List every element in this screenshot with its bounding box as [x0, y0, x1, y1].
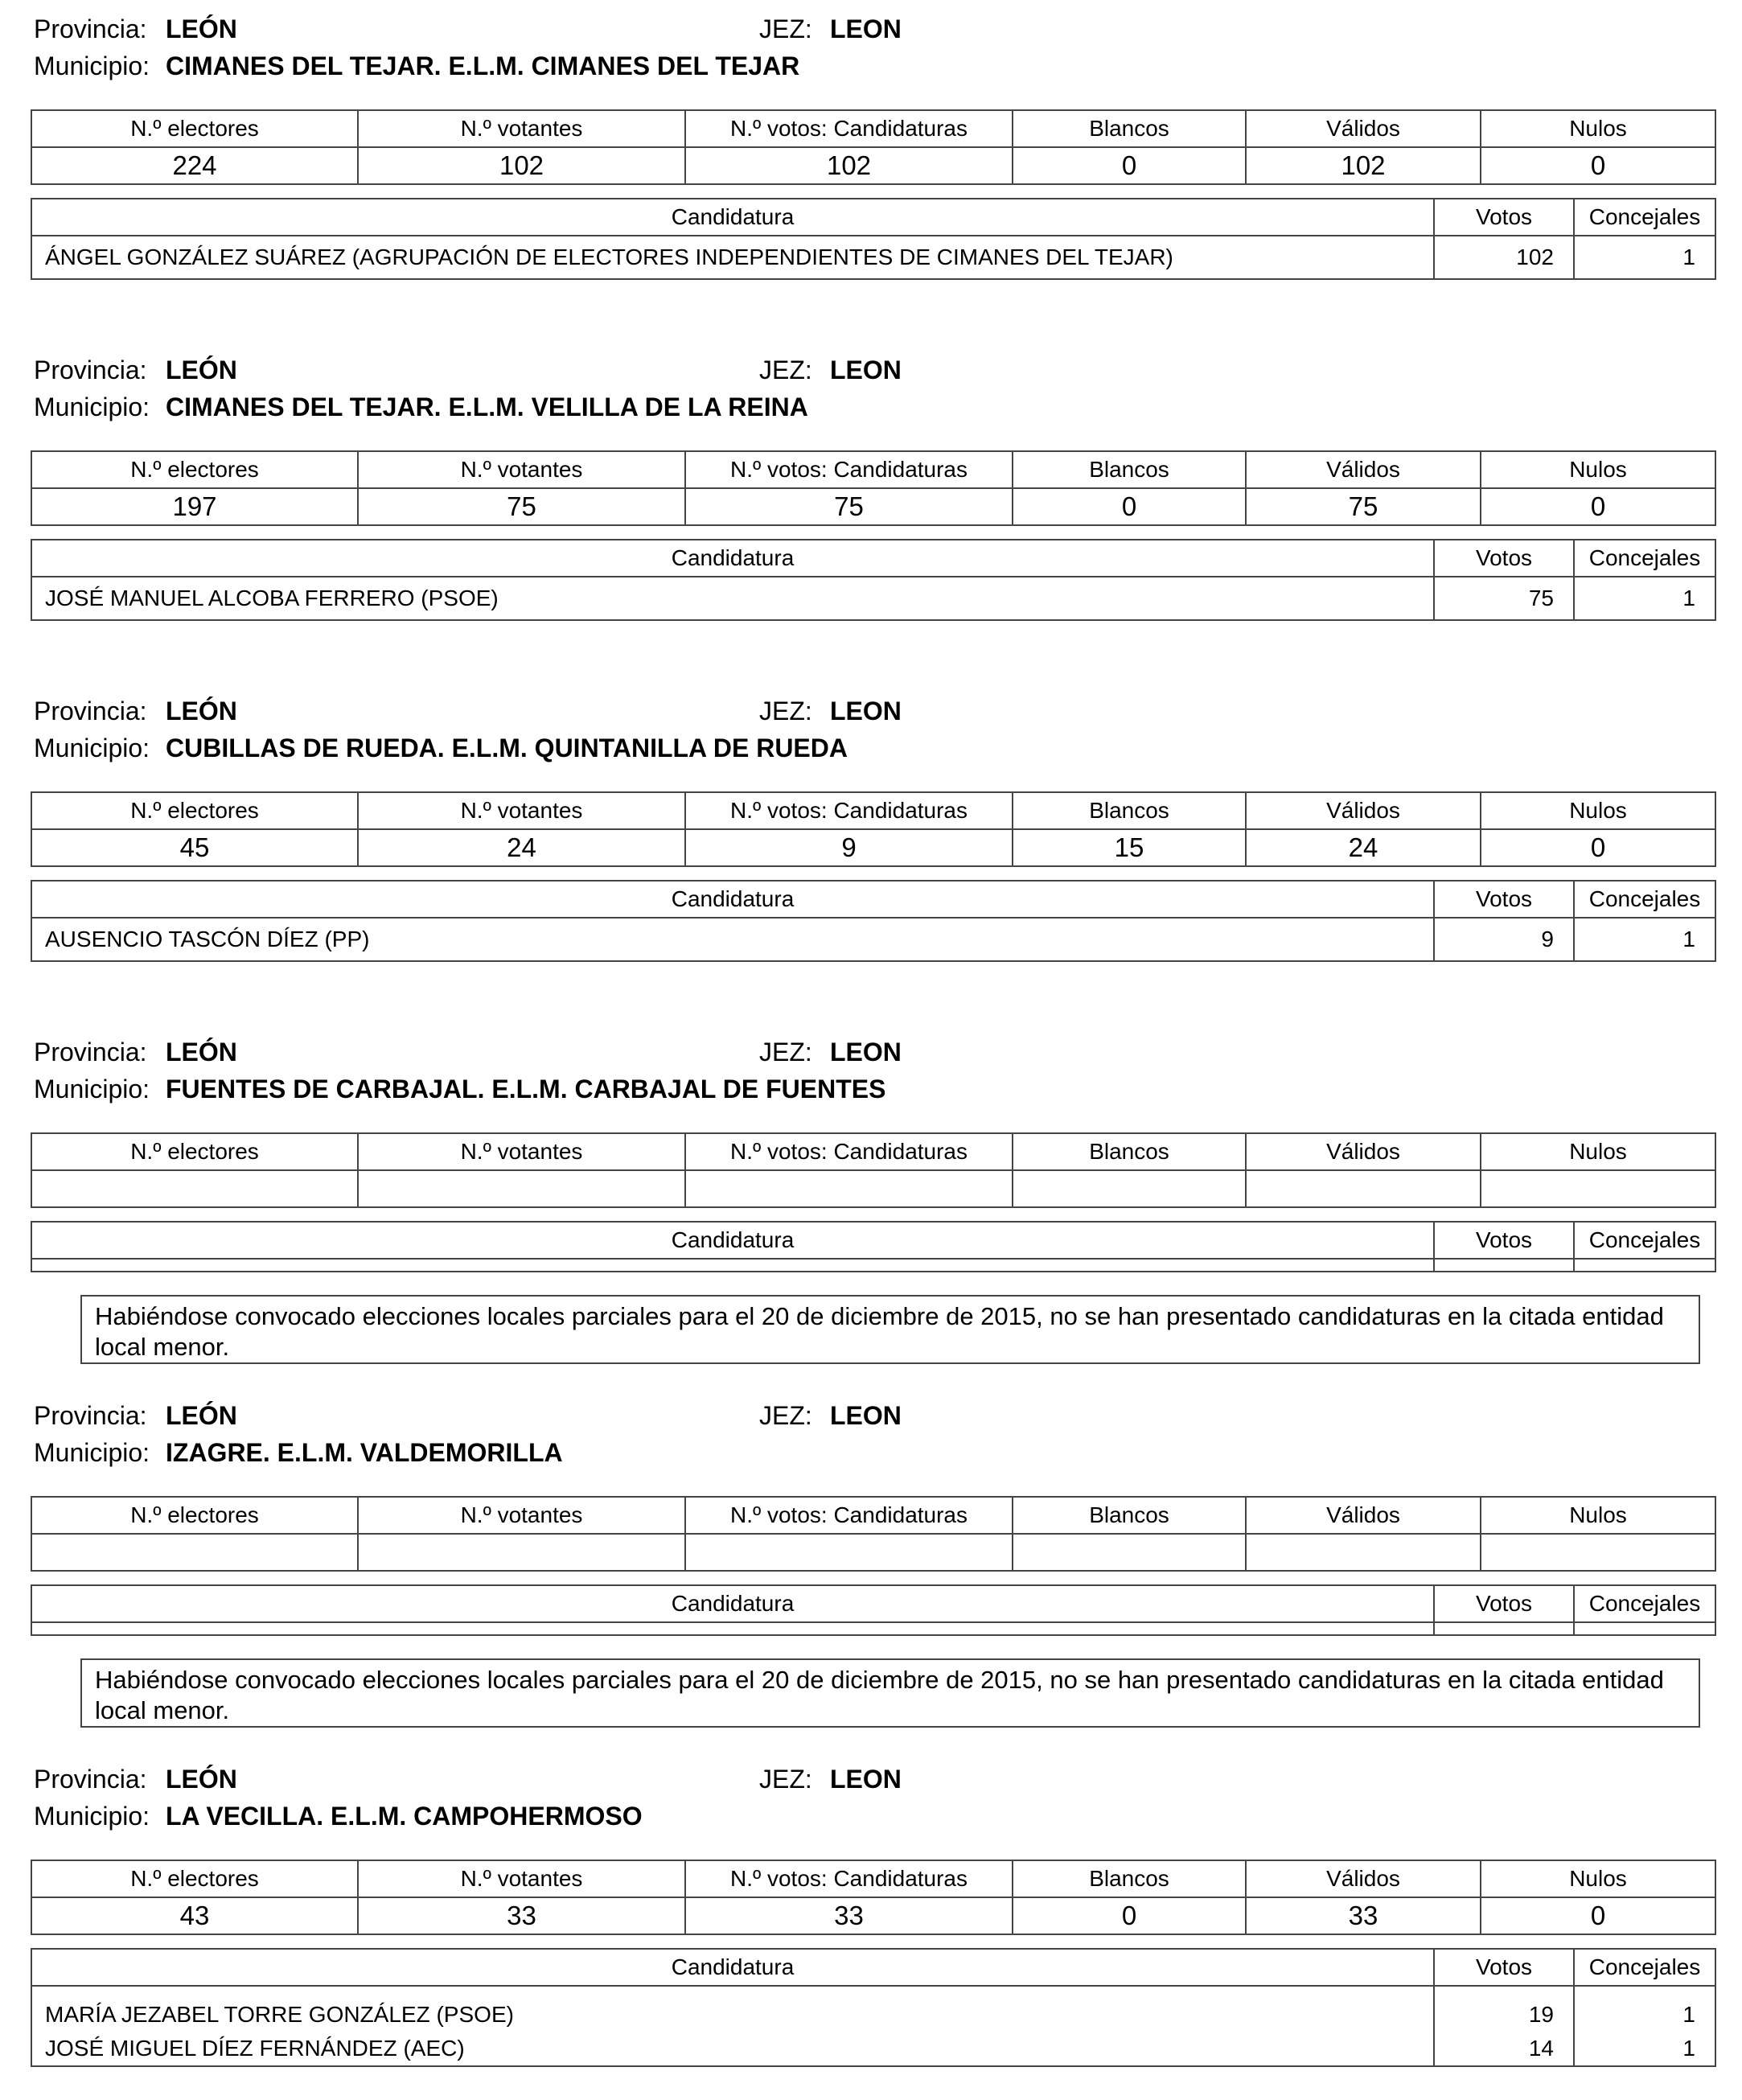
candidatura-header: Candidatura [31, 540, 1434, 577]
provincia-line [0, 11, 1742, 47]
votos-candidaturas-header: N.º votos: Candidaturas [685, 451, 1013, 488]
concejales-header: Concejales [1574, 1222, 1715, 1259]
electores-header: N.º electores [31, 451, 358, 488]
votos-header: Votos [1434, 1585, 1574, 1622]
nulos-value [1481, 1170, 1715, 1207]
provincia-line [0, 1761, 1742, 1797]
votos-header: Votos [1434, 540, 1574, 577]
nulos-value [1481, 1534, 1715, 1571]
candidatura-concejales: 1 [1574, 236, 1715, 279]
votantes-value [358, 1534, 685, 1571]
provincia-value: LEÓN [166, 1765, 237, 1794]
jez-label: JEZ: [759, 1765, 812, 1794]
municipio-value: LA VECILLA. E.L.M. CAMPOHERMOSO [166, 1802, 643, 1831]
jez-value: LEON [830, 1038, 902, 1066]
votantes-header: N.º votantes [358, 1497, 685, 1534]
votos-candidaturas-value [685, 1170, 1013, 1207]
candidatura-name: JOSÉ MANUEL ALCOBA FERRERO (PSOE) [31, 577, 1434, 620]
nulos-header: Nulos [1481, 110, 1715, 147]
stats-table [31, 450, 1716, 526]
candidatura-votos: 102 [1434, 236, 1574, 279]
jez-value: LEON [830, 355, 902, 384]
blancos-value: 0 [1013, 1897, 1246, 1934]
votantes-value [358, 1170, 685, 1207]
validos-value: 75 [1246, 488, 1481, 525]
electores-header: N.º electores [31, 1860, 358, 1897]
no-candidaturas-note: Habiéndose convocado elecciones locales parciales para el 20 de diciembre de 2015, no se han presentado candidaturas en la citada entidad local menor. [80, 1295, 1700, 1364]
votos-candidaturas-value [685, 1534, 1013, 1571]
votantes-header: N.º votantes [358, 1133, 685, 1170]
nulos-header: Nulos [1481, 451, 1715, 488]
blancos-header: Blancos [1013, 1133, 1246, 1170]
jez-label: JEZ: [759, 697, 812, 725]
candidatura-concejales: 1 [1574, 918, 1715, 961]
municipio-label: Municipio: [34, 1438, 150, 1467]
jez-label: JEZ: [759, 355, 812, 384]
concejales-header: Concejales [1574, 1949, 1715, 1986]
municipio-value: IZAGRE. E.L.M. VALDEMORILLA [166, 1438, 563, 1467]
votos-candidaturas-header: N.º votos: Candidaturas [685, 1133, 1013, 1170]
candidaturas-table [31, 539, 1716, 621]
municipio-line [0, 1798, 1742, 1834]
jez-value: LEON [830, 697, 902, 725]
validos-header: Válidos [1246, 1497, 1481, 1534]
provincia-line [0, 693, 1742, 729]
validos-header: Válidos [1246, 1133, 1481, 1170]
votos-candidaturas-value: 75 [685, 488, 1013, 525]
validos-header: Válidos [1246, 792, 1481, 829]
blancos-header: Blancos [1013, 1497, 1246, 1534]
blancos-header: Blancos [1013, 451, 1246, 488]
candidatura-header: Candidatura [31, 1949, 1434, 1986]
blancos-header: Blancos [1013, 792, 1246, 829]
votos-candidaturas-header: N.º votos: Candidaturas [685, 1497, 1013, 1534]
candidatura-name: ÁNGEL GONZÁLEZ SUÁREZ (AGRUPACIÓN DE ELECTORES INDEPENDIENTES DE CIMANES DEL TEJAR) [31, 236, 1434, 279]
candidatura-name: JOSÉ MIGUEL DÍEZ FERNÁNDEZ (AEC) [31, 2032, 1434, 2066]
electores-value: 197 [31, 488, 358, 525]
nulos-header: Nulos [1481, 792, 1715, 829]
stats-table [31, 109, 1716, 185]
candidaturas-table [31, 198, 1716, 280]
empty-cell [1434, 1259, 1574, 1272]
validos-value: 102 [1246, 147, 1481, 184]
nulos-header: Nulos [1481, 1860, 1715, 1897]
candidatura-concejales: 1 [1574, 1986, 1715, 2032]
provincia-value: LEÓN [166, 14, 237, 43]
electores-header: N.º electores [31, 1497, 358, 1534]
municipio-label: Municipio: [34, 734, 150, 762]
no-candidaturas-note: Habiéndose convocado elecciones locales parciales para el 20 de diciembre de 2015, no se han presentado candidaturas en la citada entidad local menor. [80, 1658, 1700, 1728]
blancos-value [1013, 1534, 1246, 1571]
jez-label: JEZ: [759, 1038, 812, 1066]
electores-value: 43 [31, 1897, 358, 1934]
provincia-label: Provincia: [34, 1401, 147, 1430]
votos-candidaturas-value: 33 [685, 1897, 1013, 1934]
nulos-header: Nulos [1481, 1133, 1715, 1170]
stats-table [31, 1496, 1716, 1572]
provincia-line [0, 352, 1742, 388]
blancos-header: Blancos [1013, 1860, 1246, 1897]
nulos-value: 0 [1481, 1897, 1715, 1934]
blancos-header: Blancos [1013, 110, 1246, 147]
validos-value [1246, 1534, 1481, 1571]
candidatura-name: AUSENCIO TASCÓN DÍEZ (PP) [31, 918, 1434, 961]
candidatura-header: Candidatura [31, 1585, 1434, 1622]
provincia-value: LEÓN [166, 1038, 237, 1066]
municipio-label: Municipio: [34, 51, 150, 80]
provincia-label: Provincia: [34, 14, 147, 43]
concejales-header: Concejales [1574, 199, 1715, 236]
validos-header: Válidos [1246, 1860, 1481, 1897]
municipio-label: Municipio: [34, 1802, 150, 1831]
municipio-line [0, 1071, 1742, 1107]
votos-candidaturas-header: N.º votos: Candidaturas [685, 792, 1013, 829]
votantes-value: 33 [358, 1897, 685, 1934]
candidaturas-table [31, 880, 1716, 962]
candidatura-votos: 75 [1434, 577, 1574, 620]
stats-table [31, 1132, 1716, 1208]
votantes-value: 75 [358, 488, 685, 525]
nulos-header: Nulos [1481, 1497, 1715, 1534]
provincia-value: LEÓN [166, 1401, 237, 1430]
concejales-header: Concejales [1574, 1585, 1715, 1622]
provincia-value: LEÓN [166, 697, 237, 725]
empty-cell [1434, 1622, 1574, 1635]
validos-header: Válidos [1246, 110, 1481, 147]
jez-value: LEON [830, 1401, 902, 1430]
validos-value: 24 [1246, 829, 1481, 866]
candidaturas-table [31, 1221, 1716, 1272]
candidatura-votos: 14 [1434, 2032, 1574, 2066]
candidatura-votos: 9 [1434, 918, 1574, 961]
candidatura-header: Candidatura [31, 199, 1434, 236]
jez-value: LEON [830, 14, 902, 43]
nulos-value: 0 [1481, 147, 1715, 184]
candidatura-votos: 19 [1434, 1986, 1574, 2032]
candidaturas-table [31, 1584, 1716, 1636]
electores-value: 224 [31, 147, 358, 184]
candidaturas-table [31, 1948, 1716, 2067]
candidatura-concejales: 1 [1574, 577, 1715, 620]
votantes-header: N.º votantes [358, 451, 685, 488]
votos-candidaturas-header: N.º votos: Candidaturas [685, 1860, 1013, 1897]
electores-value [31, 1170, 358, 1207]
blancos-value: 0 [1013, 147, 1246, 184]
empty-cell [1574, 1259, 1715, 1272]
electores-value: 45 [31, 829, 358, 866]
empty-cell [31, 1259, 1434, 1272]
provincia-label: Provincia: [34, 355, 147, 384]
municipio-label: Municipio: [34, 392, 150, 421]
votos-header: Votos [1434, 1222, 1574, 1259]
stats-table [31, 791, 1716, 867]
electores-header: N.º electores [31, 110, 358, 147]
candidatura-concejales: 1 [1574, 2032, 1715, 2066]
jez-label: JEZ: [759, 1401, 812, 1430]
electores-value [31, 1534, 358, 1571]
votos-candidaturas-value: 102 [685, 147, 1013, 184]
provincia-line [0, 1398, 1742, 1433]
validos-value [1246, 1170, 1481, 1207]
municipio-value: CIMANES DEL TEJAR. E.L.M. CIMANES DEL TEJAR [166, 51, 800, 80]
empty-cell [31, 1622, 1434, 1635]
votantes-header: N.º votantes [358, 792, 685, 829]
votos-header: Votos [1434, 881, 1574, 918]
jez-label: JEZ: [759, 14, 812, 43]
provincia-value: LEÓN [166, 355, 237, 384]
municipio-value: CIMANES DEL TEJAR. E.L.M. VELILLA DE LA REINA [166, 392, 808, 421]
stats-table [31, 1860, 1716, 1935]
electores-header: N.º electores [31, 1133, 358, 1170]
votos-header: Votos [1434, 199, 1574, 236]
votantes-value: 102 [358, 147, 685, 184]
nulos-value: 0 [1481, 488, 1715, 525]
municipio-line [0, 389, 1742, 425]
candidatura-name: MARÍA JEZABEL TORRE GONZÁLEZ (PSOE) [31, 1986, 1434, 2032]
votantes-value: 24 [358, 829, 685, 866]
validos-header: Válidos [1246, 451, 1481, 488]
votantes-header: N.º votantes [358, 110, 685, 147]
provincia-label: Provincia: [34, 697, 147, 725]
votos-header: Votos [1434, 1949, 1574, 1986]
municipio-line [0, 48, 1742, 84]
votos-candidaturas-value: 9 [685, 829, 1013, 866]
nulos-value: 0 [1481, 829, 1715, 866]
concejales-header: Concejales [1574, 881, 1715, 918]
blancos-value [1013, 1170, 1246, 1207]
votantes-header: N.º votantes [358, 1860, 685, 1897]
municipio-value: FUENTES DE CARBAJAL. E.L.M. CARBAJAL DE FUENTES [166, 1075, 886, 1103]
votos-candidaturas-header: N.º votos: Candidaturas [685, 110, 1013, 147]
candidatura-header: Candidatura [31, 881, 1434, 918]
validos-value: 33 [1246, 1897, 1481, 1934]
provincia-line [0, 1034, 1742, 1070]
concejales-header: Concejales [1574, 540, 1715, 577]
blancos-value: 15 [1013, 829, 1246, 866]
municipio-line [0, 1435, 1742, 1470]
municipio-label: Municipio: [34, 1075, 150, 1103]
blancos-value: 0 [1013, 488, 1246, 525]
municipio-value: CUBILLAS DE RUEDA. E.L.M. QUINTANILLA DE RUEDA [166, 734, 848, 762]
provincia-label: Provincia: [34, 1038, 147, 1066]
municipio-line [0, 730, 1742, 766]
provincia-label: Provincia: [34, 1765, 147, 1794]
empty-cell [1574, 1622, 1715, 1635]
electores-header: N.º electores [31, 792, 358, 829]
jez-value: LEON [830, 1765, 902, 1794]
candidatura-header: Candidatura [31, 1222, 1434, 1259]
